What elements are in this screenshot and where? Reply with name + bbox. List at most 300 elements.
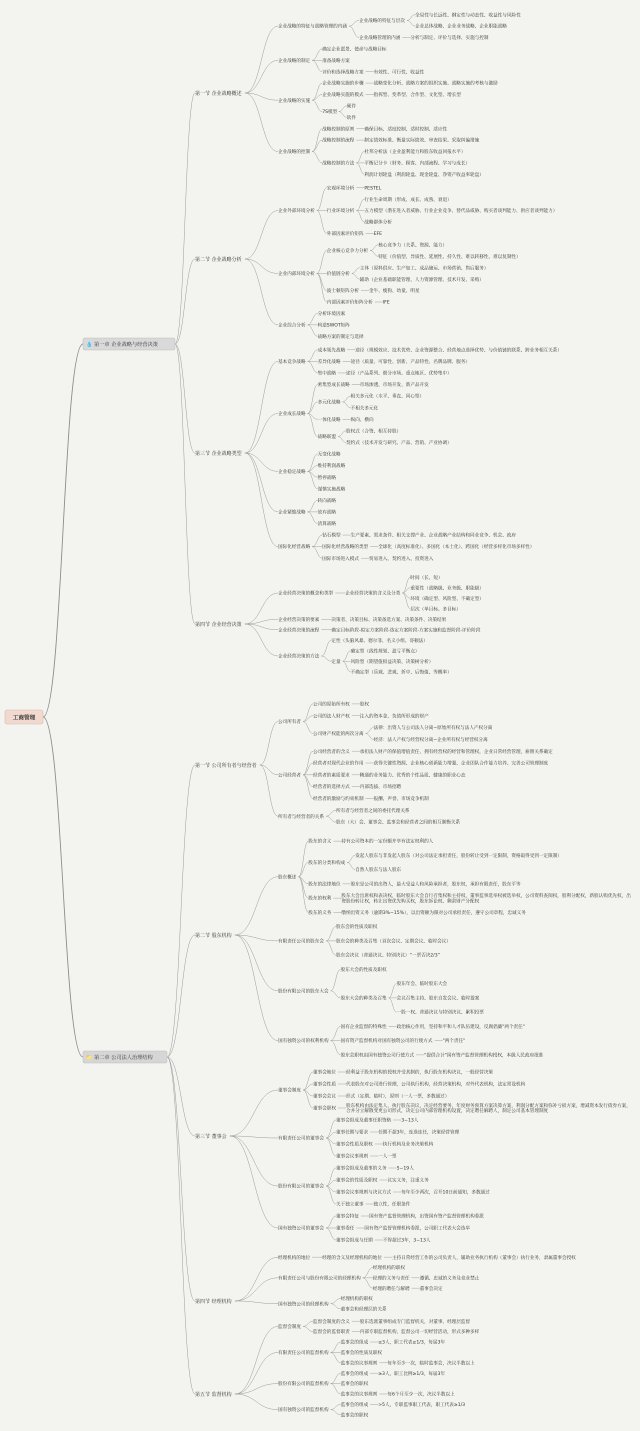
node-钻石模型[interactable]: 钻石模型 [322, 533, 341, 539]
node-契约式技术开发与研究产品[interactable]: 契约式（技术开发与研究、产品、营销、产业协调） [346, 441, 452, 447]
node-企业战略管理的内涵[interactable]: 企业战略管理的内涵 [359, 36, 401, 42]
node-企业战略实施的模式[interactable]: 企业战略实施的模式 [322, 93, 364, 99]
node-有限责任公司的监督机构[interactable]: 有限责任公司的监督机构 [278, 1351, 329, 1357]
node-经理机构的地位[interactable]: 经理机构的地位 [278, 1255, 311, 1261]
connector-line [303, 775, 313, 787]
connector-line [326, 941, 336, 955]
node-监督会制度[interactable]: 监督会制度 [278, 1325, 301, 1331]
node-公司经营者的含义[interactable]: 公司经营者的含义 [313, 749, 350, 755]
connector-line [298, 863, 308, 877]
node-宏观环境分析[interactable]: 宏观环境分析 [326, 186, 355, 192]
node-定性头脑风暴德尔菲名义小[interactable]: 定性（头脑风暴、德尔菲、名义小组、哥顿法） [331, 638, 428, 644]
connector-line [326, 816, 336, 822]
node-股份有限公司的股东大会[interactable]: 股份有限公司的股东大会 [278, 989, 329, 995]
node-内部因素评价矩阵分析[interactable]: 内部因素评价矩阵分析 [326, 300, 373, 306]
connector-line [245, 624, 278, 656]
node-董事委任[interactable]: 董事委任 [336, 1226, 355, 1232]
node-制定绩效标准衡量实际绩效[interactable]: 制定绩效标准、衡量实际绩效、审查结果、采取纠偏措施 [364, 138, 480, 144]
connector-line [326, 1228, 336, 1240]
node-战略联盟[interactable]: 战略联盟 [317, 435, 336, 441]
node-股东的义务[interactable]: 股东的义务 [308, 910, 332, 916]
connector-line [303, 763, 313, 775]
connector-line [321, 656, 331, 661]
node-不确定型乐观悲观折中后悔[interactable]: 不确定型（乐观、悲观、折中、后悔值、等概率） [350, 670, 452, 676]
node-内部选拔市场招聘[interactable]: 内部选拔、市场招聘 [359, 785, 402, 791]
node-董事会和经理层的关系[interactable]: 董事会和经理层的关系 [340, 1307, 387, 1313]
node-股份有限公司的监督机构[interactable]: 股份有限公司的监督机构 [278, 1382, 329, 1388]
node-股东的法律地位[interactable]: 股东的法律地位 [308, 882, 341, 888]
connector-line [407, 15, 415, 21]
node-所有者与经营者之间的委托[interactable]: 所有者与经营者之间的委托代理关系 [336, 808, 410, 814]
connector-line [230, 1136, 278, 1186]
node-一股一权普通决议与特别决[interactable]: 一股一权、普通决议与特别决议、累积投票 [396, 1010, 484, 1016]
node-战略群体分析[interactable]: 战略群体分析 [364, 220, 392, 226]
node-集中战略[interactable]: 集中战略 [317, 371, 336, 377]
node-第三节董事会[interactable]: 第三节 董事会 [195, 1133, 227, 1140]
connector-line [167, 765, 195, 1057]
connector-line [303, 775, 313, 799]
node-暂停战略[interactable]: 暂停战略 [317, 475, 336, 481]
node-企业战略的控制[interactable]: 企业战略的控制 [278, 150, 311, 156]
connector-line [317, 188, 327, 211]
node-企业总体战略企业业务战略[interactable]: 企业总体战略、企业业务战略、企业职能战略 [415, 24, 507, 30]
node-发起人股东与非发起人股东[interactable]: 发起人股东与非发起人股东（对公司法定承担责任，股份转让受到一定限制，资格取得受到一定限制） [355, 853, 562, 859]
connector-line [347, 855, 355, 862]
connector-line [235, 1352, 278, 1394]
node-每6个月至少一次决议半数[interactable]: 每6个月至少一次，决议半数以上 [387, 1392, 455, 1398]
node-特征价值型异质性延展性持[interactable]: 特征（价值型、异质性、延展性、持久性、难以转移性、难以复制性） [378, 254, 521, 260]
node-一人一票[interactable]: 一人一票 [378, 1154, 397, 1160]
node-第四节经理机构[interactable]: 第四节 经理机构 [195, 1298, 232, 1305]
connector-line [317, 251, 327, 274]
connector-line [235, 877, 278, 935]
node-国际市场进入模式[interactable]: 国际市场进入模式 [322, 556, 359, 562]
connector-line [260, 765, 278, 816]
root-title: 工商管理 [12, 715, 36, 722]
connector-line [356, 211, 364, 222]
node-国有资产监督管理机构委派[interactable]: 国有资产监督管理机构委派，公司职工代表大会选举 [364, 1226, 471, 1232]
node-EFE[interactable]: EFE [373, 232, 383, 238]
node-董事会的性质及职权[interactable]: 董事会的性质及职权 [336, 1178, 378, 1184]
node-企业紧缩战略[interactable]: 企业紧缩战略 [278, 510, 306, 516]
node-第一节公司所有者与经营者[interactable]: 第一节 公司所有者与经营者 [195, 762, 257, 769]
node-法律出资人与公司法人分离[interactable]: 法律：出资人与公司法人分离−原始所有权与法人产权分离 [373, 726, 493, 732]
node-遵循忠诚的义务及竞业禁止[interactable]: 遵循、忠诚的义务及竞业禁止 [419, 1276, 480, 1282]
connector-line [356, 152, 364, 163]
node-股东概述[interactable]: 股东概述 [278, 875, 297, 881]
node-执行机构及业务决策机构[interactable]: 执行机构及业务决策机构 [382, 1142, 434, 1148]
connector-line [326, 927, 336, 941]
node-股东选派董事组成专门监督[interactable]: 股东选派董事组成专门监督机关，对董事、经理层监督 [359, 1319, 471, 1325]
connector-line [308, 500, 318, 512]
node-自然人股东与法人股东[interactable]: 自然人股东与法人股东 [355, 868, 402, 874]
node-监事会的性质及职权[interactable]: 监事会的性质及职权 [340, 1351, 382, 1357]
node-不相关多元化[interactable]: 不相关多元化 [350, 406, 379, 412]
node-经理的义务与责任[interactable]: 经理的义务与责任 [372, 1276, 410, 1282]
node-所有者与经营者的关系[interactable]: 所有者与经营者的关系 [278, 814, 324, 820]
node-股权式合资相互持股[interactable]: 股权式（合资、相互持股） [346, 429, 402, 435]
node-公司的法人财产权[interactable]: 公司的法人财产权 [313, 714, 350, 720]
node-核心竞争力关系资源能力[interactable]: 核心竞争力（关系、资源、能力） [378, 243, 448, 249]
node-董事会特征[interactable]: 董事会特征 [336, 1214, 359, 1220]
node-经济法人产权与经营权分离[interactable]: 经济：法人产权与经营权分离−企业所有权与经营权分离 [373, 737, 488, 743]
connector-line [312, 100, 322, 111]
node-生产要素需求条件相关支撑[interactable]: 生产要素、需求条件、相关支撑产业、企业战略产业结构和同业竞争、机会、政府 [350, 533, 516, 539]
node-董事会组成及董事任职资格[interactable]: 董事会组成及董事任职资格 [336, 1118, 392, 1124]
node-董事会地位[interactable]: 董事会地位 [313, 1070, 336, 1076]
node-主体原料供应生产加工成品[interactable]: 主体（原料供应、生产加工、成品储运、市场营销、售后服务） [359, 266, 489, 272]
connector-line [407, 20, 415, 26]
node-监事会的职权[interactable]: 监事会的职权 [340, 1413, 369, 1419]
node-股东大会的种类及召集[interactable]: 股东大会的种类及召集 [340, 996, 387, 1002]
node-放弃战略[interactable]: 放弃战略 [317, 510, 336, 516]
node-第二节企业战略分析[interactable]: 第二节 企业战略分析 [195, 256, 242, 263]
node-战略控制的方法[interactable]: 战略控制的方法 [322, 161, 355, 167]
node-贸易进入契约进入投资进入[interactable]: 贸易进入、契约进入、投资进入 [369, 556, 434, 562]
node-第五节监督机构[interactable]: 第五节 监督机构 [195, 1391, 232, 1398]
node-企业核心竞争力分析[interactable]: 企业核心竞争力分析 [326, 249, 369, 255]
node-承担法人财产的保值增值责[interactable]: 承担法人财产的保值增值责任，拥有经营权的经营和管理权，企业日常经营管理，雇佣关系确定 [359, 749, 553, 755]
node-分析环境因素[interactable]: 分析环境因素 [317, 312, 346, 318]
node-企业稳定战略[interactable]: 企业稳定战略 [278, 469, 306, 475]
chapter-title: 第二章 公司法人治理结构 [94, 1055, 153, 1061]
node-价值链分析[interactable]: 价值链分析 [326, 272, 350, 278]
node-股份有限公司的董事会[interactable]: 股份有限公司的董事会 [278, 1184, 324, 1190]
node-五力模型潜在进入者威胁行[interactable]: 五力模型（潜在进入者威胁、行业企业竞争、替代品威胁、购买者谈判能力、供应者谈判能力） [364, 209, 558, 215]
node-决策者决策目标决策备选方[interactable]: 决策者、决策目标、决策备选方案、决策条件、决策结果 [331, 617, 447, 623]
node-7S模型[interactable]: 7S模型 [322, 110, 338, 116]
node-PESTEL[interactable]: PESTEL [364, 186, 382, 192]
connector-line [352, 273, 360, 279]
node-关于独立董事[interactable]: 关于独立董事 [336, 1202, 364, 1208]
node-国有独资公司的董事会[interactable]: 国有独资公司的董事会 [278, 1226, 324, 1232]
node-市场渗透市场开发新产品开[interactable]: 市场渗透、市场开发、新产品开发 [359, 383, 429, 389]
node-准备战略方案[interactable]: 准备战略方案 [322, 58, 350, 64]
node-辅助企业基础职能管理人力[interactable]: 辅助（企业基础职能管理、人力资源管理、技术开发、采购） [359, 277, 484, 283]
connector-line [235, 935, 278, 1041]
node-经理的含义及经理机构的地[interactable]: 经理的含义及经理机构的地位 [322, 1255, 382, 1261]
node-企业成长战略[interactable]: 企业成长战略 [278, 412, 306, 418]
chapter-node[interactable] [83, 1051, 167, 1063]
connector-line [363, 1268, 373, 1278]
node-注入的资本金负债所形成的[interactable]: 注入的资本金、负债所形成的财产 [359, 714, 429, 720]
node-全球化高度标准化多国化本[interactable]: 全球化（高度标准化）、多国化（本土化）、跨国化（经营多样化市场多样性） [378, 545, 535, 551]
node-精通的业务能力优秀的个性[interactable]: 精通的业务能力、优秀的个性品质、健康的职业心态 [359, 773, 466, 779]
node-分析与制定评价与选择实施[interactable]: 分析与制定、评价与选择、实施与控制 [410, 36, 489, 42]
node-相关多元化水平垂直同心型[interactable]: 相关多元化（水平、垂直、同心型） [350, 394, 425, 400]
node-股东的含义[interactable]: 股东的含义 [308, 839, 332, 845]
node-评价和选择战略方案[interactable]: 评价和选择战略方案 [322, 70, 364, 76]
node-有限责任公司与股份有限公[interactable]: 有限责任公司与股份有限公司的经理机构 [278, 1276, 361, 1282]
connector-line [317, 273, 327, 302]
node-监督会制度的含义[interactable]: 监督会制度的含义 [313, 1319, 350, 1325]
node-外部因素评价矩阵[interactable]: 外部因素评价矩阵 [326, 232, 364, 238]
node-企业战略的特征与层次[interactable]: 企业战略的特征与层次 [359, 19, 405, 25]
connector-line [339, 106, 347, 112]
node-监事会的组成[interactable]: 监事会的组成 [340, 1403, 369, 1409]
node-企业外部环境分析[interactable]: 企业外部环境分析 [278, 209, 315, 215]
connector-line [366, 733, 374, 739]
node-风险型期望值损益决策决策[interactable]: 风险型（期望值损益决策、决策树分析） [350, 659, 434, 665]
connector-line [349, 20, 359, 26]
node-监事会的职权[interactable]: 监事会的职权 [340, 1382, 369, 1388]
node-战略控制的原则[interactable]: 战略控制的原则 [322, 127, 355, 133]
node-公司财产权能的两次分离[interactable]: 公司财产权能的两次分离 [313, 732, 364, 738]
node-每年至少两次召开10日前[interactable]: 每年至少两次，召开10日前通知，多数通过 [401, 1190, 490, 1196]
node-3人职工比例13每届3年[interactable]: ≥3人，职工比例≥1/3，每届3年 [378, 1371, 446, 1377]
connector-line [331, 1404, 341, 1409]
connector-line [245, 93, 278, 100]
node-确定目标阶段拟定方案阶段[interactable]: 确定目标阶段-拟定方案阶段-选定方案阶段-方案实施和监督阶段-评价阶段 [331, 628, 481, 634]
node-企业经营决策的流程[interactable]: 企业经营决策的流程 [278, 628, 320, 634]
node-内部专职监督机构监督公司[interactable]: 内部专职监督机构，监督公司一切经营活动，形式多种多样 [359, 1330, 480, 1336]
connector-line [303, 1321, 313, 1326]
connector-line [245, 453, 278, 547]
node-董事会决定[interactable]: 董事会决定 [419, 1286, 443, 1292]
node-国有独资公司的经理机构[interactable]: 国有独资公司的经理机构 [278, 1302, 329, 1308]
node-公司的原始所有权[interactable]: 公司的原始所有权 [313, 702, 350, 708]
node-国际化经营战略[interactable]: 国际化经营战略 [278, 545, 311, 551]
node-主持日常经营工作的公司负[interactable]: 主持日常经营工作的公司负责人，辅助业务执行机构（董事会）执行业务，隶属董事会授权 [392, 1255, 576, 1261]
node-确定企业愿景使命与战略目[interactable]: 确定企业愿景、使命与战略目标 [322, 47, 387, 53]
connector-line [235, 1257, 278, 1301]
node-经营者的素质要求[interactable]: 经营者的素质要求 [313, 773, 350, 779]
node-股东的权利[interactable]: 股东的权利 [308, 896, 332, 902]
node-行业生命周期形成成长成熟[interactable]: 行业生命周期（形成、成长、成熟、衰退） [364, 197, 452, 203]
node-董事会性质及职权[interactable]: 董事会性质及职权 [336, 1142, 373, 1148]
node-国有资产监督管理机构出资[interactable]: 国有资产监督管理机构，出资国有资产监督管理机构委派 [369, 1214, 484, 1220]
node-第四节企业经营决策[interactable]: 第四节 企业经营决策 [195, 621, 242, 628]
root-node[interactable] [5, 710, 43, 724]
node-无变化战略[interactable]: 无变化战略 [317, 452, 341, 458]
connector-line [356, 163, 364, 174]
connector-line [338, 437, 346, 443]
node-成本领先战略[interactable]: 成本领先战略 [317, 348, 346, 354]
node-一体化战略[interactable]: 一体化战略 [317, 417, 341, 423]
node-企业经营决策的要素[interactable]: 企业经营决策的要素 [278, 617, 320, 623]
node-指挥型变革型合作型文化型[interactable]: 指挥型、变革型、合作型、文化型、增长型 [373, 93, 461, 99]
node-维持利润战略[interactable]: 维持利润战略 [317, 464, 346, 470]
connector-line [230, 1136, 278, 1228]
node-监事会的组成[interactable]: 监事会的组成 [340, 1340, 369, 1346]
node-董事任期与要求[interactable]: 董事任期与要求 [336, 1130, 369, 1136]
node-企业战略的特征与战略管理[interactable]: 企业战略的特征与战略管理的内涵 [278, 24, 347, 30]
chapter-node[interactable] [83, 338, 175, 350]
node-政治核心作用坚持和平和人[interactable]: 政治核心作用，坚持和平和人才队伍建设，反腐倡廉"两个责任" [396, 1024, 525, 1030]
node-股东机构由法定集人执行股[interactable]: 股东机构由法定集人，执行股东决议，决定经营要务，年度财务预算方案决算方案，利润分配方案和弥补亏损方案，增减资本发行债券方案，合并分立解散变更公司形式，决定公司内部管理机构设置，决定聘任解聘人，制定公司基本管理制度 [346, 1104, 631, 1115]
node-国有独资公司的权利机构[interactable]: 国有独资公司的权利机构 [278, 1039, 329, 1045]
connector-line [235, 935, 278, 991]
node-杜邦分析法企业盈利能力和[interactable]: 杜邦分析法（企业盈利能力和股东收益回报水平） [364, 150, 466, 156]
connector-line [308, 385, 318, 414]
node-构造SWOT矩阵[interactable]: 构造SWOT矩阵 [317, 323, 350, 329]
node-经理机构的职权[interactable]: 经理机构的职权 [340, 1297, 373, 1303]
node-监事会的议事规则[interactable]: 监事会的议事规则 [340, 1361, 378, 1367]
node-公司所有者[interactable]: 公司所有者 [278, 720, 301, 726]
node-监督会的监督职责[interactable]: 监督会的监督职责 [313, 1330, 350, 1336]
node-第一节企业战略概述[interactable]: 第一节 企业战略概述 [195, 90, 242, 97]
node-利润计划轮盘利润轮盘现金[interactable]: 利润计划轮盘（利润轮盘、现金轮盘、净资产收益率轮盘） [364, 172, 484, 178]
node-经利益于股东机构的授权并[interactable]: 经利益于股东机构的授权并受其制约，执行股东机构决议，一般经营决策 [346, 1070, 494, 1076]
node-股东会职权由国有独资公司[interactable]: 股东会职权由国有独资公司行使方式 [340, 1053, 415, 1059]
connector-line [230, 1090, 278, 1136]
node-股东会的性质及职权[interactable]: 股东会的性质及职权 [336, 925, 378, 931]
node-企业综合分析[interactable]: 企业综合分析 [278, 323, 306, 329]
node-股东是公司的出资人最大受[interactable]: 股东是公司的出资人，最大受益人和风险承担者，股东权，承担有限责任，股东平等 [350, 882, 521, 888]
node-波士顿矩阵分析[interactable]: 波士顿矩阵分析 [326, 289, 359, 295]
node-独立性任职条件[interactable]: 独立性，任职条件 [373, 1202, 411, 1208]
node-确保目标适度控制适时控制[interactable]: 确保目标、适度控制、适时控制、适应性 [364, 127, 448, 133]
connector-line [308, 325, 318, 336]
node-股东会的种类及召集首次会[interactable]: 股东会的种类及召集（首次会议、定期会议、临时会议） [336, 939, 451, 945]
node-战略控制的流程[interactable]: 战略控制的流程 [322, 138, 355, 144]
node-股东会决议普通决议特别决[interactable]: 股东会决议（普通决议、特别决议）“一票否决2/3” [336, 953, 441, 959]
node-5人专职监事职工代表职工[interactable]: >5人，专职监事职工代表，职工代表≥1/3 [378, 1403, 466, 1409]
node-董事会性质[interactable]: 董事会性质 [313, 1082, 336, 1088]
node-经理机构的职权[interactable]: 经理机构的职权 [372, 1266, 405, 1272]
node-IFE[interactable]: IFE [382, 300, 390, 306]
node-获得关键性资源企业核心创[interactable]: 获得关键性资源、企业核心创新能力增强、企业团队合作能力培养、完善公司管理制度 [373, 761, 549, 767]
node-股东大会董事会监事会和经[interactable]: 股东（大）会、董事会、监事会和经营者之间的相互制衡关系 [336, 820, 461, 826]
connector-line [245, 93, 278, 152]
node-谨慎实施战略[interactable]: 谨慎实施战略 [317, 487, 346, 493]
connector-line [235, 935, 278, 941]
connector-line [245, 60, 278, 93]
node-每年至少一次临时监事会决[interactable]: 每年至少一次，临时监事会，决议半数以上 [387, 1361, 475, 1367]
connector-line [352, 268, 360, 274]
node-基本竞争战略[interactable]: 基本竞争战略 [278, 359, 306, 365]
connector-line [331, 1352, 341, 1362]
node-清算战略[interactable]: 清算战略 [317, 522, 336, 528]
node-国际化经营战略的类型[interactable]: 国际化经营战略的类型 [322, 545, 369, 551]
node-企业经营决策的概念和类型[interactable]: 企业经营决策的概念和类型 [278, 591, 334, 597]
connector-line [347, 863, 355, 870]
node-形式定期临时原则一人一票[interactable]: 形式（定期、临时），原则（一人一票，多数通过） [346, 1094, 450, 1100]
connector-line [339, 112, 347, 118]
node-企业战略实施的步骤[interactable]: 企业战略实施的步骤 [322, 81, 364, 87]
node-纵向横向[interactable]: 纵向、横向 [350, 417, 374, 423]
node-定量[interactable]: 定量 [331, 659, 341, 665]
node-313人[interactable]: 3−13人 [401, 1118, 419, 1124]
node-途径规模效应技术优势企业[interactable]: 途径（规模效应、技术优势、企业资源整合、经营地点选择优势、与价值链的联系、跨业务相互关系） [355, 348, 562, 354]
node-不得超过3年313人[interactable]: 不得超过3年，3−13人 [382, 1238, 431, 1244]
node-股东大会出席权和表决权临[interactable]: 股东大会出席权和表决权，临时股东大会自行召集权和主持权，董事监事选举权被选举权，公司资料查阅权，股利分配权，新股认购优先权，出资股份转让权，转让出资优先购买权，股东诉讼权、剩余财产分配权 [341, 894, 631, 905]
node-经营者对现代企业的作用[interactable]: 经营者对现代企业的作用 [313, 761, 364, 767]
node-议实义务注重义务[interactable]: 议实义务，注重义务 [387, 1178, 429, 1184]
node-两个责任[interactable]: "两个责任" [442, 1039, 466, 1045]
node-企业经营决策的含义及分类[interactable]: 企业经营决策的含义及分类 [345, 591, 401, 597]
node-层次单目标多目标[interactable]: 层次（单目标、多目标） [410, 607, 461, 613]
node-有效性可行性收益性[interactable]: 有效性、可行性、收益性 [373, 70, 425, 76]
node-企业战略的实施[interactable]: 企业战略的实施 [278, 98, 311, 104]
connector-line [389, 998, 397, 1012]
connector-line [331, 1342, 341, 1352]
connector-line [175, 344, 195, 453]
node-途径产品系列细分市场重点[interactable]: 途径（产品系列、细分市场、重点地区、优势集中） [346, 371, 452, 377]
node-差异化战略[interactable]: 差异化战略 [317, 359, 341, 365]
node-硬件[interactable]: 硬件 [346, 104, 356, 110]
node-密集型成长战略[interactable]: 密集型成长战略 [317, 383, 350, 389]
node-有限责任公司的董事会[interactable]: 有限责任公司的董事会 [278, 1136, 324, 1142]
node-经理的聘任与解聘[interactable]: 经理的聘任与解聘 [372, 1286, 410, 1292]
connector-line [331, 991, 341, 998]
water-drop-icon: 💧 [86, 342, 93, 348]
node-董事会职权[interactable]: 董事会职权 [313, 1106, 336, 1112]
node-环境确定型风险型不确定型[interactable]: 环境（确定型、风险型、不确定型） [410, 596, 484, 602]
node-提供合计国有资产监督管理[interactable]: "提供合计"国有资产监督管理机构授权，本级人民政府批准 [424, 1053, 544, 1059]
node-董事会组成与任期[interactable]: 董事会组成与任期 [336, 1238, 373, 1244]
node-平衡记分卡财务顾客内部流[interactable]: 平衡记分卡（财务、顾客、内部流程、学习与成长） [364, 161, 471, 167]
node-国有独资公司的监督机构[interactable]: 国有独资公司的监督机构 [278, 1408, 329, 1414]
connector-line [167, 1057, 195, 1394]
node-董事会议事规则与决议方式[interactable]: 董事会议事规则与决议方式 [336, 1190, 392, 1196]
connector-line [308, 512, 318, 524]
node-第三节企业战略类型[interactable]: 第三节 企业战略类型 [195, 450, 242, 457]
connector-line [245, 453, 278, 471]
connector-line [167, 1057, 195, 1301]
node-监事会的组成[interactable]: 监事会的组成 [340, 1371, 369, 1377]
node-转向战略[interactable]: 转向战略 [317, 498, 336, 504]
node-经营者的激励与约束机制[interactable]: 经营者的激励与约束机制 [313, 797, 364, 803]
node-缴纳出资义务逾期315以[interactable]: 缴纳出资义务（逾期3%−15%），以出资额为限对公司承担责任，遵守公司章程，忠诚义务 [341, 910, 526, 916]
node-持有公司资本的一定份额并[interactable]: 持有公司资本的一定份额并享有法定权利的人 [341, 839, 434, 845]
node-战略变化分析战略方案的组[interactable]: 战略变化分析、战略方案的组织实施、战略实施的考核与激励 [373, 81, 498, 87]
node-企业经营决策的方法[interactable]: 企业经营决策的方法 [278, 654, 320, 660]
node-股权[interactable]: 股权 [359, 702, 370, 708]
node-有限责任公司的股东会[interactable]: 有限责任公司的股东会 [278, 939, 324, 945]
node-3人职工代表13每届3年[interactable]: ≥3人，职工代表≥1/3，每届3年 [378, 1340, 446, 1346]
node-经营者的选择方式[interactable]: 经营者的选择方式 [313, 785, 350, 791]
connector-line [308, 350, 318, 362]
node-多元化战略[interactable]: 多元化战略 [317, 400, 341, 406]
connector-line [363, 1278, 373, 1288]
node-金牛瘦狗幼童明星[interactable]: 金牛、瘦狗、幼童、明星 [369, 289, 420, 295]
node-股东年会临时股东大会[interactable]: 股东年会、临时股东大会 [396, 982, 448, 988]
node-董事会会议[interactable]: 董事会会议 [313, 1094, 336, 1100]
connector-line [331, 1410, 341, 1415]
node-监事会的议事规则[interactable]: 监事会的议事规则 [340, 1392, 378, 1398]
node-国有企业监督的特殊性[interactable]: 国有企业监督的特殊性 [340, 1024, 387, 1030]
node-软件[interactable]: 软件 [346, 115, 356, 121]
node-第二节股东机构[interactable]: 第二节 股东机构 [195, 932, 232, 939]
node-国有资产监督机构对国有独[interactable]: 国有资产监督机构对国有独资公司的行使方式 [340, 1039, 433, 1045]
node-519人[interactable]: 5−19人 [396, 1166, 414, 1172]
node-重要性战略级业务级职能级[interactable]: 重要性（战略级、业务级、职能级） [410, 586, 484, 592]
node-股东的分类和构成[interactable]: 股东的分类和构成 [308, 861, 346, 867]
node-企业内部环境分析[interactable]: 企业内部环境分析 [278, 272, 315, 278]
connector-line [331, 1373, 341, 1383]
node-会议召集主持股东自发会议[interactable]: 会议召集主持、股东自发会议、临时提案 [396, 996, 480, 1002]
connector-line [245, 259, 278, 325]
connector-line [167, 935, 195, 1057]
node-代表股东对公司进行管理公[interactable]: 代表股东对公司进行管理，公司执行机构，经营决策机构，对外代表机构，法定常设机构 [346, 1082, 526, 1088]
node-公司经营者[interactable]: 公司经营者 [278, 773, 301, 779]
node-途径质量可靠性创新产品特[interactable]: 途径（质量、可靠性、创新、产品特性、名牌品牌、服务） [350, 359, 471, 365]
node-全局性与长远性纲定性与动[interactable]: 全局性与长远性、纲定性与动态性、收益性与风险性 [415, 13, 521, 19]
node-labels [83, 11, 631, 1418]
node-确定型线性规划盈亏平衡点[interactable]: 确定型（线性规划、盈亏平衡点） [350, 649, 420, 655]
node-董事会议事规则[interactable]: 董事会议事规则 [336, 1154, 369, 1160]
node-战略方案的制定与选择[interactable]: 战略方案的制定与选择 [317, 334, 364, 340]
node-时间长短[interactable]: 时间（长、短） [410, 575, 443, 581]
node-行业环境分析[interactable]: 行业环境分析 [326, 209, 355, 215]
node-报酬声誉市场竞争机制[interactable]: 报酬、声誉、市场竞争机制 [373, 797, 429, 803]
node-任期不超3年连选连任决策[interactable]: 任期不超3年，连选连任，决策经营管理 [378, 1130, 460, 1136]
node-董事会制度[interactable]: 董事会制度 [278, 1088, 301, 1094]
node-董事会组成及董事的义务[interactable]: 董事会组成及董事的义务 [336, 1166, 387, 1172]
node-股东大会的性质及职权[interactable]: 股东大会的性质及职权 [340, 967, 387, 973]
node-企业战略的制定[interactable]: 企业战略的制定 [278, 58, 311, 64]
